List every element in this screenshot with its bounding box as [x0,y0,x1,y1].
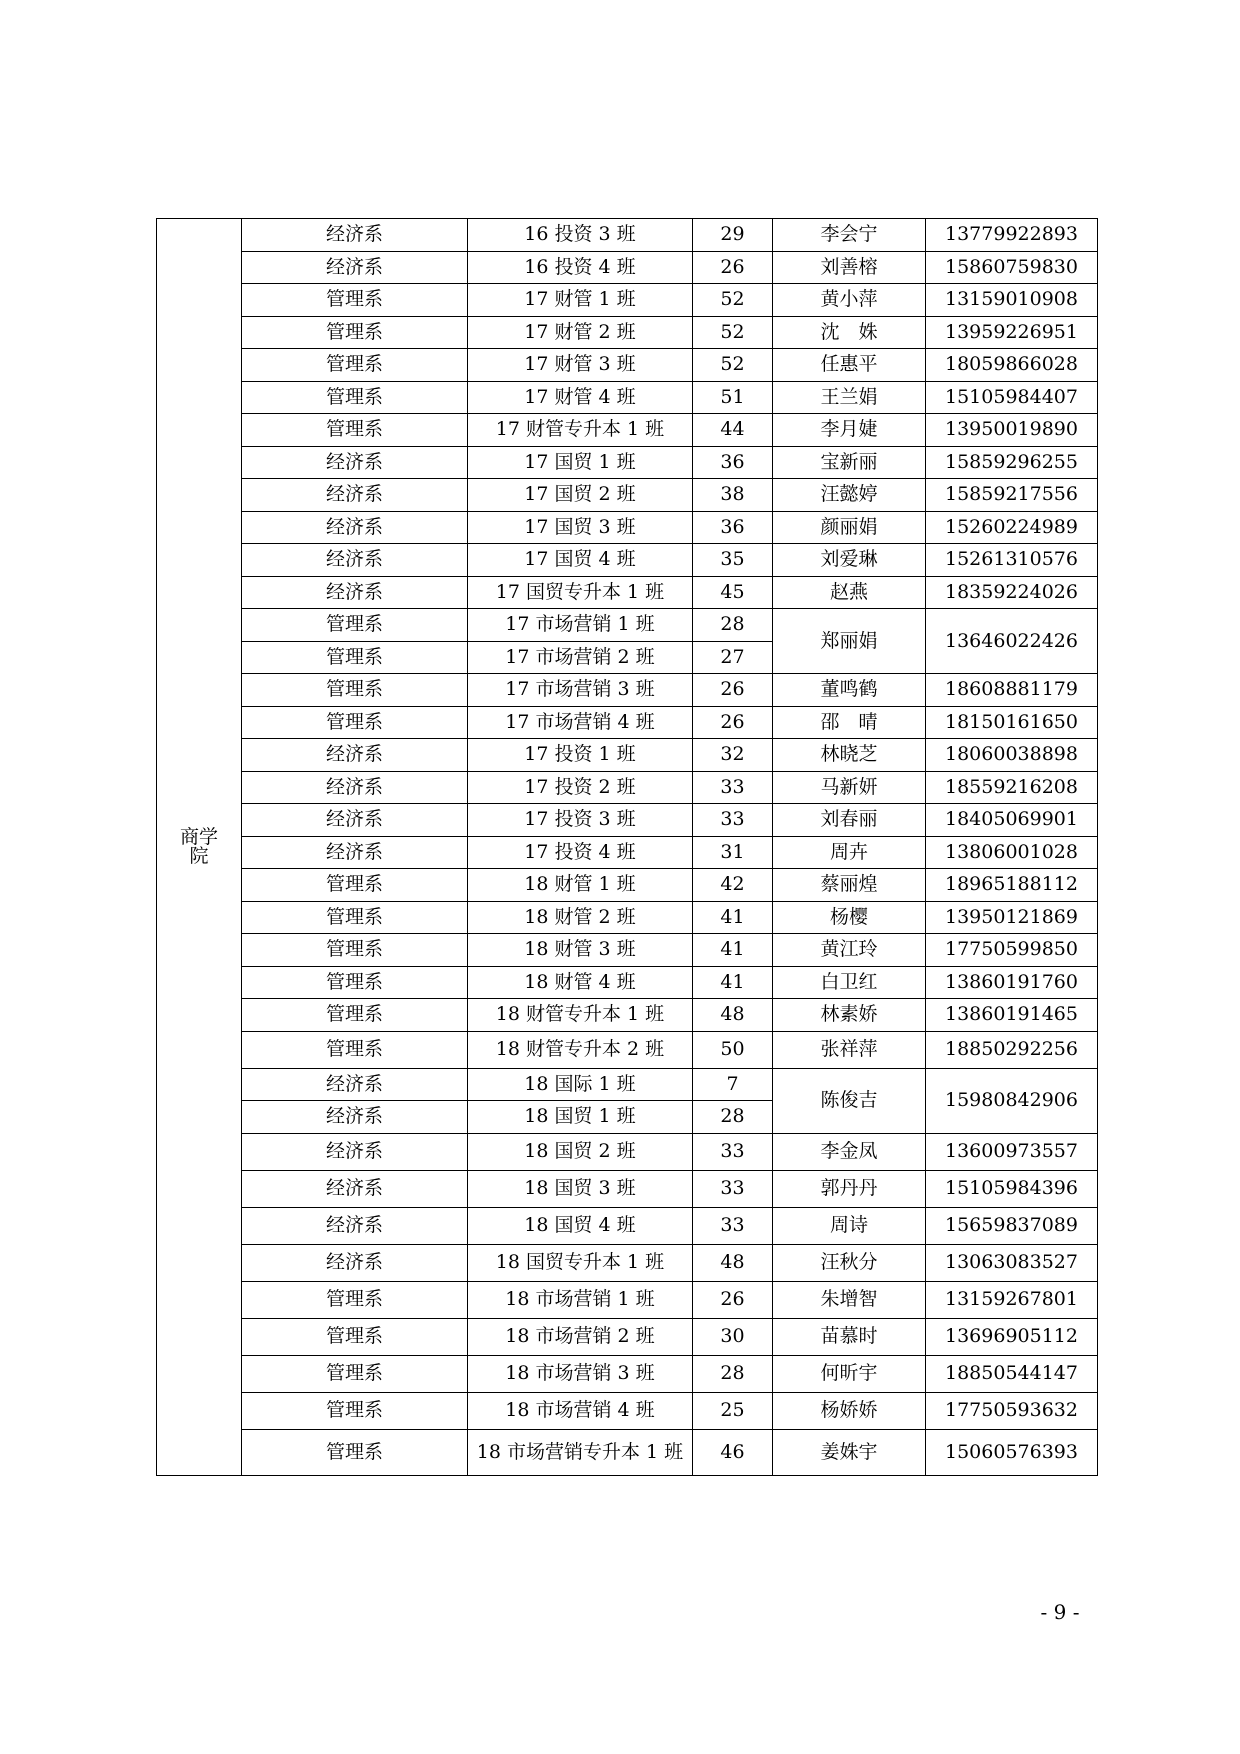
phone-cell: 18850544147 [926,1355,1098,1392]
teacher-name-cell: 宝新丽 [773,446,926,479]
class-cell: 18 市场营销 3 班 [468,1355,693,1392]
class-cell: 17 财管 3 班 [468,349,693,382]
department-cell: 经济系 [242,836,468,869]
teacher-name-cell: 陈俊吉 [773,1068,926,1133]
student-count-cell: 26 [693,706,773,739]
department-cell: 经济系 [242,804,468,837]
class-cell: 18 财管 3 班 [468,934,693,967]
table-row [157,349,1098,382]
teacher-name-cell: 姜姝宇 [773,1429,926,1475]
table-row [157,771,1098,804]
teacher-name-cell: 刘善榕 [773,251,926,284]
table-row [157,869,1098,902]
student-count-cell: 29 [693,219,773,252]
table-row [157,609,1098,642]
class-cell: 17 财管 4 班 [468,381,693,414]
table-row [157,381,1098,414]
student-count-cell: 38 [693,479,773,512]
teacher-name-cell: 何昕宇 [773,1355,926,1392]
teacher-name-cell: 白卫红 [773,966,926,999]
department-cell: 经济系 [242,1101,468,1134]
department-cell: 管理系 [242,316,468,349]
table-row [157,1170,1098,1207]
phone-cell: 18559216208 [926,771,1098,804]
phone-cell: 15859296255 [926,446,1098,479]
student-count-cell: 33 [693,1170,773,1207]
phone-cell: 13860191760 [926,966,1098,999]
class-cell: 18 市场营销 4 班 [468,1392,693,1429]
phone-cell: 13600973557 [926,1133,1098,1170]
class-cell: 18 国贸 2 班 [468,1133,693,1170]
department-cell: 管理系 [242,706,468,739]
department-cell: 经济系 [242,251,468,284]
department-cell: 经济系 [242,1170,468,1207]
phone-cell: 18965188112 [926,869,1098,902]
department-cell: 管理系 [242,609,468,642]
phone-cell: 15261310576 [926,544,1098,577]
phone-cell: 13950019890 [926,414,1098,447]
phone-cell: 13159267801 [926,1281,1098,1318]
class-cell: 17 国贸 4 班 [468,544,693,577]
phone-cell: 18850292256 [926,1031,1098,1068]
phone-cell: 13646022426 [926,609,1098,674]
student-count-cell: 41 [693,966,773,999]
department-cell: 经济系 [242,1068,468,1101]
class-cell: 18 国贸 1 班 [468,1101,693,1134]
teacher-name-cell: 黄小萍 [773,284,926,317]
class-cell: 17 投资 4 班 [468,836,693,869]
class-cell: 18 财管专升本 2 班 [468,1031,693,1068]
table-row [157,1207,1098,1244]
class-cell: 17 市场营销 3 班 [468,674,693,707]
teacher-name-cell: 朱增智 [773,1281,926,1318]
class-cell: 18 市场营销专升本 1 班 [468,1429,693,1475]
class-cell: 18 财管专升本 1 班 [468,999,693,1032]
teacher-name-cell: 林晓芝 [773,739,926,772]
class-cell: 17 投资 2 班 [468,771,693,804]
class-cell: 18 财管 4 班 [468,966,693,999]
student-count-cell: 46 [693,1429,773,1475]
student-count-cell: 33 [693,1133,773,1170]
table-row [157,284,1098,317]
department-cell: 经济系 [242,576,468,609]
table-row [157,511,1098,544]
student-count-cell: 28 [693,1101,773,1134]
student-count-cell: 26 [693,1281,773,1318]
teacher-name-cell: 李会宁 [773,219,926,252]
phone-cell: 17750593632 [926,1392,1098,1429]
student-count-cell: 36 [693,511,773,544]
teacher-name-cell: 李月婕 [773,414,926,447]
table-row [157,1244,1098,1281]
phone-cell: 13959226951 [926,316,1098,349]
teacher-name-cell: 刘春丽 [773,804,926,837]
table-row [157,1031,1098,1068]
student-count-cell: 25 [693,1392,773,1429]
department-cell: 管理系 [242,284,468,317]
teacher-name-cell: 汪懿婷 [773,479,926,512]
table-row [157,999,1098,1032]
class-cell: 18 财管 1 班 [468,869,693,902]
student-count-cell: 41 [693,901,773,934]
teacher-name-cell: 马新妍 [773,771,926,804]
student-count-cell: 32 [693,739,773,772]
department-cell: 管理系 [242,641,468,674]
teacher-name-cell: 王兰娟 [773,381,926,414]
student-count-cell: 42 [693,869,773,902]
student-count-cell: 36 [693,446,773,479]
phone-cell: 18405069901 [926,804,1098,837]
phone-cell: 18608881179 [926,674,1098,707]
student-count-cell: 26 [693,251,773,284]
teacher-name-cell: 任惠平 [773,349,926,382]
student-count-cell: 48 [693,999,773,1032]
teacher-name-cell: 周卉 [773,836,926,869]
class-cell: 17 国贸 1 班 [468,446,693,479]
class-cell: 17 市场营销 4 班 [468,706,693,739]
department-cell: 经济系 [242,739,468,772]
phone-cell: 13779922893 [926,219,1098,252]
department-cell: 管理系 [242,674,468,707]
teacher-name-cell: 郑丽娟 [773,609,926,674]
student-count-cell: 30 [693,1318,773,1355]
table-row [157,739,1098,772]
student-count-cell: 28 [693,609,773,642]
table-row [157,251,1098,284]
student-count-cell: 52 [693,349,773,382]
table-row [157,1392,1098,1429]
phone-cell: 18060038898 [926,739,1098,772]
table-row [157,674,1098,707]
phone-cell: 17750599850 [926,934,1098,967]
class-cell: 16 投资 3 班 [468,219,693,252]
table-row [157,1355,1098,1392]
table-row [157,414,1098,447]
student-count-cell: 48 [693,1244,773,1281]
department-cell: 管理系 [242,901,468,934]
department-cell: 管理系 [242,1355,468,1392]
class-cell: 17 财管 2 班 [468,316,693,349]
phone-cell: 18150161650 [926,706,1098,739]
department-cell: 经济系 [242,219,468,252]
table-row [157,1281,1098,1318]
student-count-cell: 27 [693,641,773,674]
class-cell: 17 财管 1 班 [468,284,693,317]
teacher-name-cell: 刘爱琳 [773,544,926,577]
table-row [157,706,1098,739]
department-cell: 管理系 [242,1318,468,1355]
class-cell: 17 国贸 3 班 [468,511,693,544]
phone-cell: 15859217556 [926,479,1098,512]
class-cell: 17 财管专升本 1 班 [468,414,693,447]
student-count-cell: 7 [693,1068,773,1101]
table-row [157,576,1098,609]
table-row [157,1068,1098,1101]
department-cell: 管理系 [242,1392,468,1429]
table-row [157,836,1098,869]
teacher-name-cell: 黄江玲 [773,934,926,967]
department-cell: 管理系 [242,999,468,1032]
page-number: - 9 - [1040,1600,1080,1624]
phone-cell: 15105984407 [926,381,1098,414]
class-cell: 18 市场营销 2 班 [468,1318,693,1355]
department-cell: 管理系 [242,1429,468,1475]
student-count-cell: 50 [693,1031,773,1068]
department-cell: 经济系 [242,771,468,804]
teacher-name-cell: 邵 晴 [773,706,926,739]
table-row [157,316,1098,349]
phone-cell: 13063083527 [926,1244,1098,1281]
table-row [157,934,1098,967]
student-count-cell: 51 [693,381,773,414]
department-cell: 经济系 [242,1207,468,1244]
student-count-cell: 35 [693,544,773,577]
student-count-cell: 45 [693,576,773,609]
teacher-name-cell: 张祥萍 [773,1031,926,1068]
department-cell: 经济系 [242,479,468,512]
class-cell: 17 市场营销 2 班 [468,641,693,674]
student-count-cell: 41 [693,934,773,967]
table-row [157,219,1098,252]
phone-cell: 15260224989 [926,511,1098,544]
teacher-name-cell: 周诗 [773,1207,926,1244]
teacher-name-cell: 苗慕时 [773,1318,926,1355]
department-cell: 管理系 [242,414,468,447]
phone-cell: 13806001028 [926,836,1098,869]
department-cell: 经济系 [242,446,468,479]
phone-cell: 13696905112 [926,1318,1098,1355]
department-cell: 经济系 [242,1244,468,1281]
table-row [157,966,1098,999]
teacher-name-cell: 林素娇 [773,999,926,1032]
phone-cell: 18059866028 [926,349,1098,382]
table-row [157,446,1098,479]
student-count-cell: 33 [693,1207,773,1244]
class-cell: 17 市场营销 1 班 [468,609,693,642]
student-count-cell: 26 [693,674,773,707]
teacher-name-cell: 汪秋分 [773,1244,926,1281]
class-cell: 17 国贸 2 班 [468,479,693,512]
department-cell: 管理系 [242,381,468,414]
department-cell: 管理系 [242,1281,468,1318]
table-row [157,901,1098,934]
college-name: 商学院 [157,219,242,1476]
phone-cell: 15980842906 [926,1068,1098,1133]
class-cell: 18 市场营销 1 班 [468,1281,693,1318]
table-row [157,1133,1098,1170]
phone-cell: 15105984396 [926,1170,1098,1207]
roster-body [157,219,1098,1476]
class-cell: 17 投资 3 班 [468,804,693,837]
phone-cell: 13159010908 [926,284,1098,317]
teacher-name-cell: 李金凤 [773,1133,926,1170]
teacher-name-cell: 郭丹丹 [773,1170,926,1207]
class-cell: 18 国际 1 班 [468,1068,693,1101]
phone-cell: 13860191465 [926,999,1098,1032]
teacher-name-cell: 董鸣鹤 [773,674,926,707]
roster-table [156,218,1098,1476]
student-count-cell: 52 [693,284,773,317]
department-cell: 经济系 [242,511,468,544]
teacher-name-cell: 杨娇娇 [773,1392,926,1429]
phone-cell: 15060576393 [926,1429,1098,1475]
student-count-cell: 44 [693,414,773,447]
teacher-name-cell: 赵燕 [773,576,926,609]
teacher-name-cell: 杨樱 [773,901,926,934]
department-cell: 管理系 [242,869,468,902]
department-cell: 经济系 [242,1133,468,1170]
class-cell: 18 国贸专升本 1 班 [468,1244,693,1281]
teacher-name-cell: 颜丽娟 [773,511,926,544]
table-row [157,804,1098,837]
teacher-name-cell: 蔡丽煌 [773,869,926,902]
table-row [157,1318,1098,1355]
phone-cell: 13950121869 [926,901,1098,934]
department-cell: 管理系 [242,1031,468,1068]
class-cell: 17 国贸专升本 1 班 [468,576,693,609]
phone-cell: 15860759830 [926,251,1098,284]
teacher-name-cell: 沈 姝 [773,316,926,349]
class-cell: 18 财管 2 班 [468,901,693,934]
student-count-cell: 31 [693,836,773,869]
student-count-cell: 33 [693,771,773,804]
class-cell: 17 投资 1 班 [468,739,693,772]
student-count-cell: 28 [693,1355,773,1392]
class-cell: 16 投资 4 班 [468,251,693,284]
student-count-cell: 33 [693,804,773,837]
department-cell: 管理系 [242,966,468,999]
table-row [157,479,1098,512]
phone-cell: 15659837089 [926,1207,1098,1244]
student-count-cell: 52 [693,316,773,349]
phone-cell: 18359224026 [926,576,1098,609]
table-row [157,1429,1098,1475]
department-cell: 经济系 [242,544,468,577]
class-cell: 18 国贸 3 班 [468,1170,693,1207]
department-cell: 管理系 [242,349,468,382]
table-row [157,544,1098,577]
department-cell: 管理系 [242,934,468,967]
class-cell: 18 国贸 4 班 [468,1207,693,1244]
